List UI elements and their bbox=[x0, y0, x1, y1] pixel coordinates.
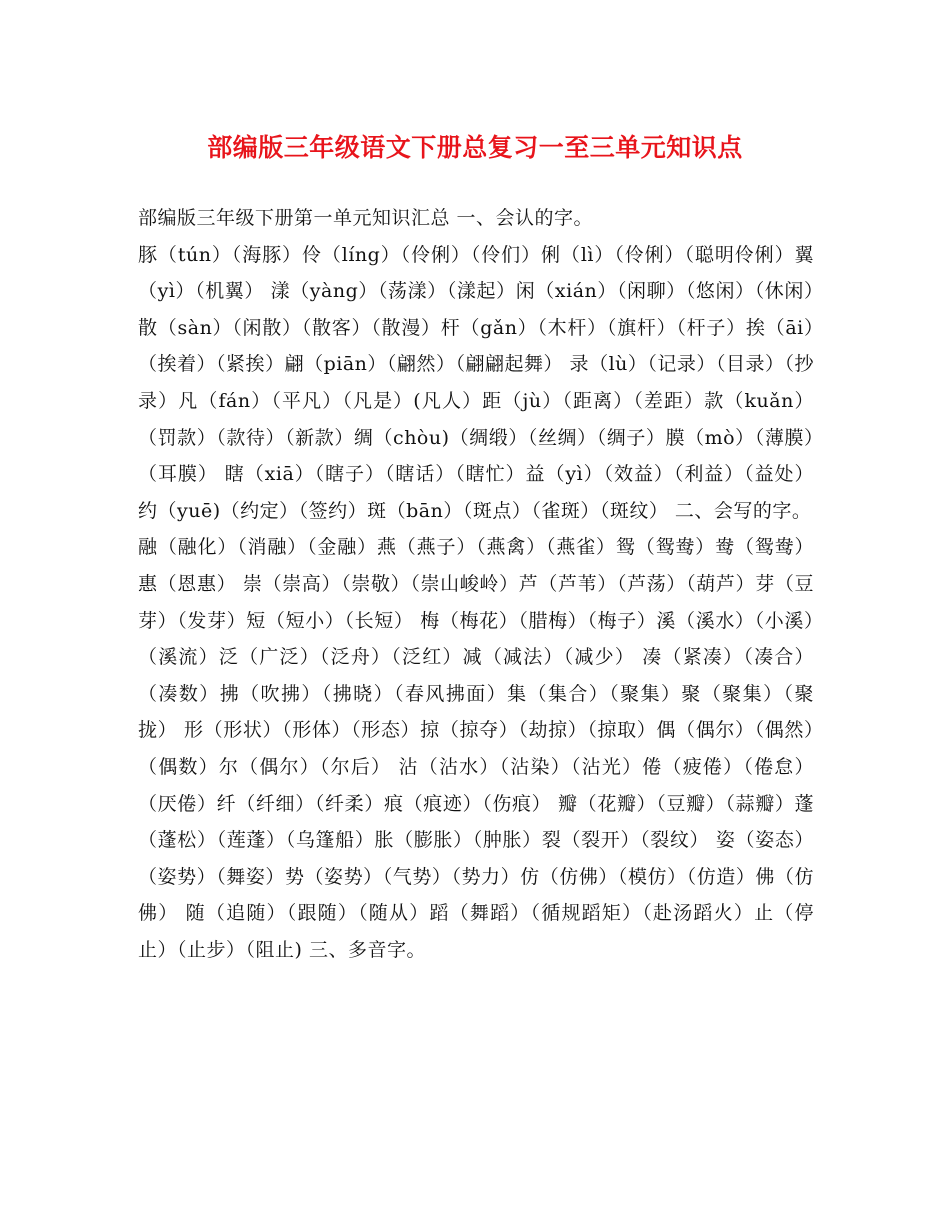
paragraph-write-chars: 融（融化）（消融）（金融）燕（燕子）（燕禽）（燕雀）鸳（鸳鸯）鸯（鸳鸯）惠（恩惠） 崇（崇高）（崇敬）（崇山峻岭）芦（芦苇）（芦荡）（葫芦）芽（豆芽）（发芽）短（短小）（长短） 梅（梅花）（腊梅）（梅子）溪（溪水）（小溪）（溪流）泛（广泛）（泛舟）（泛红）减（减法）（减少） 凑（紧凑）（凑合）（凑数）拂（吹拂）（拂晓）（春风拂面）集（集合）（聚集）聚（聚集）（聚拢） 形（形状）（形体）（形态）掠（掠夺）（劫掠）（掠取）偶（偶尔）（偶然）（偶数）尔（偶尔）（尔后） 沾（沾水）（沾染）（沾光）倦（疲倦）（倦怠）（厌倦）纤（纤细）（纤柔）痕（痕迹）（伤痕） 瓣（花瓣）（豆瓣）（蒜瓣）蓬（蓬松）（莲蓬）（乌篷船）胀（膨胀）（肿胀）裂（裂开）（裂纹） 姿（姿态）（姿势）（舞姿）势（姿势）（气势）（势力）仿（仿佛）（模仿）（仿造）佛（仿佛） 随（追随）（跟随）（随从）蹈（舞蹈）（循规蹈矩）（赴汤蹈火）止（停止）（止步）（阻止) 三、多音字。 bbox=[138, 536, 814, 961]
paragraph-recognize-chars: 豚（tún）（海豚）伶（líng）（伶俐）（伶们）俐（lì）（伶俐）（聪明伶俐）翼（yì）（机翼） 漾（yàng）（荡漾）（漾起）闲（xián）（闲聊）（悠闲）（休闲）散（sàn）（闲散）（散客）（散漫）杆（gǎn）（木杆）（旗杆）（杆子）挨（āi）（挨着）（紧挨）翩（piān）（翩然）（翩翩起舞） 录（lù）（记录）（目录）（抄录）凡（fán）（平凡）（凡是）(凡人）距（jù）（距离）（差距）款（kuǎn）（罚款）（款待）（新款）绸（chòu)（绸缎）（丝绸）（绸子）膜（mò）（薄膜）（耳膜） 瞎（xiā）（瞎子）（瞎话）（瞎忙）益（yì）（效益）（利益）（益处）约（yuē)（约定）（签约）斑（bān）（斑点）（雀斑）（斑纹） 二、会写的字。 bbox=[138, 243, 814, 522]
document-body bbox=[138, 200, 814, 968]
document-title: 部编版三年级语文下册总复习一至三单元知识点 bbox=[207, 133, 743, 162]
paragraph-intro: 部编版三年级下册第一单元知识汇总 一、会认的字。 bbox=[138, 207, 594, 229]
